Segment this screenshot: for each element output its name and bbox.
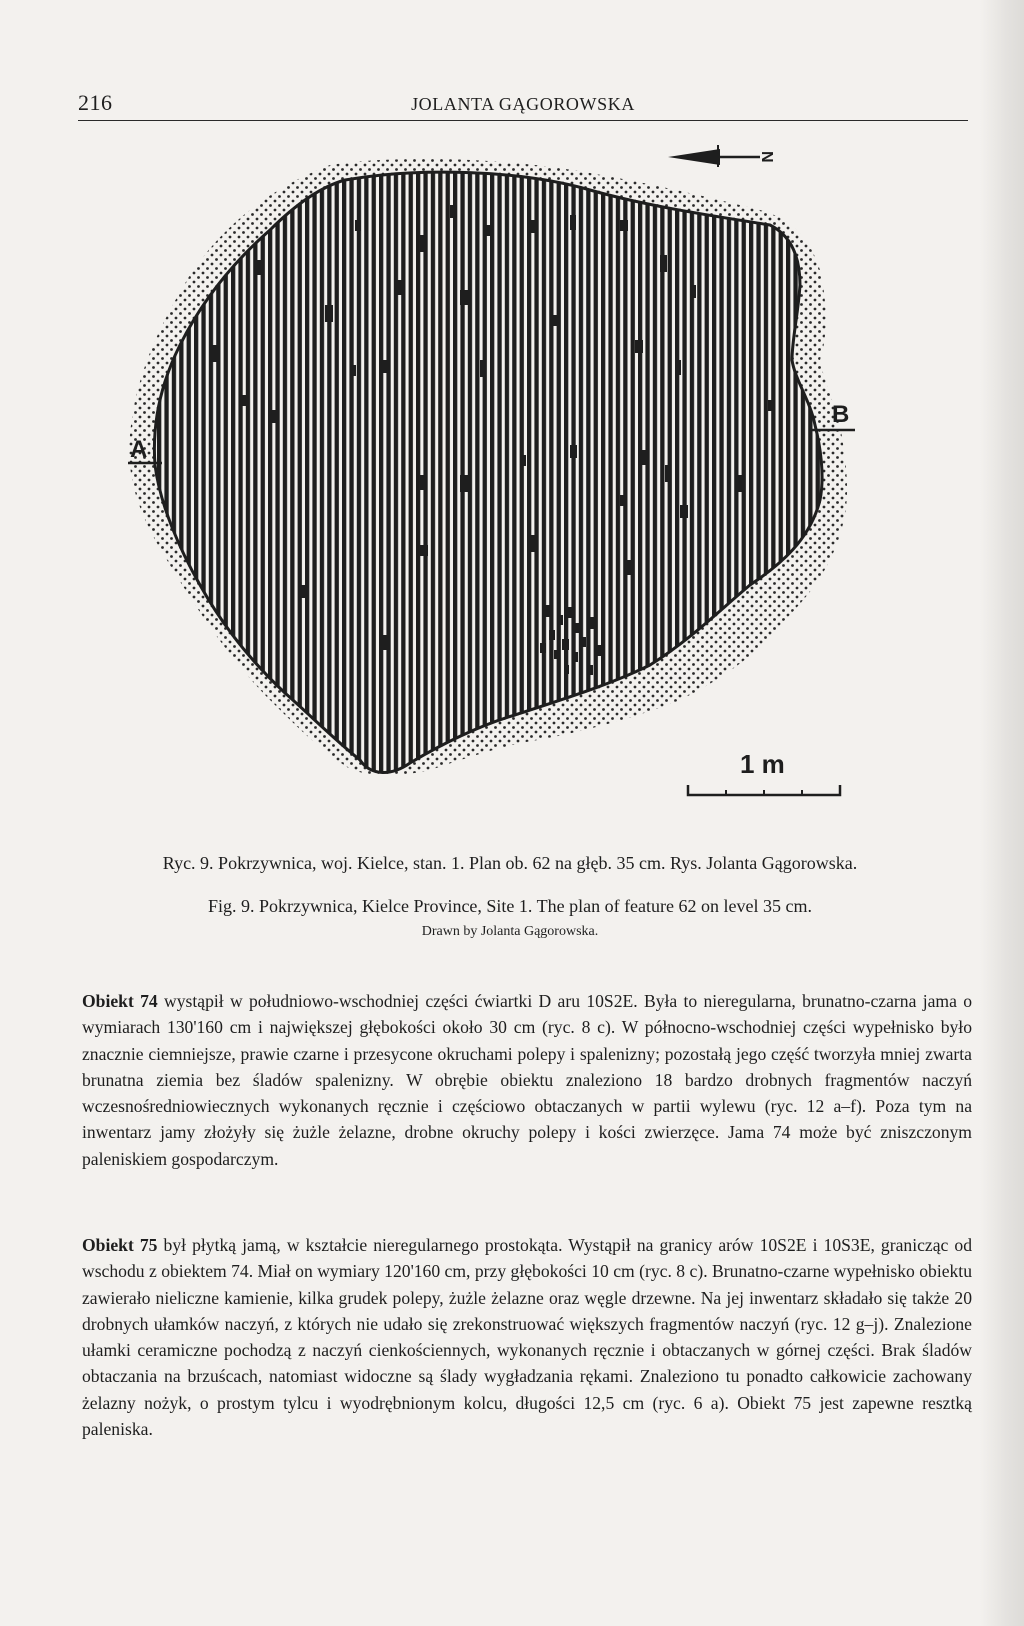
artifact-mark [485, 225, 492, 236]
artifact-mark [450, 205, 457, 218]
page-edge-shadow [980, 0, 1024, 1626]
artifact-mark [768, 400, 774, 411]
artifact-mark [300, 585, 306, 598]
artifact-mark [620, 220, 628, 231]
artifact-mark [635, 340, 643, 353]
artifact-mark [380, 360, 387, 373]
caption-polish: Ryc. 9. Pokrzywnica, woj. Kielce, stan. 1. Plan ob. 62 na głęb. 35 cm. Rys. Jolanta Gągorowska. [162, 853, 858, 873]
scale-label: 1 m [740, 749, 785, 779]
running-head: JOLANTA GĄGOROWSKA [411, 94, 635, 114]
north-arrow [668, 145, 775, 167]
artifact-mark [520, 455, 526, 466]
artifact-mark [735, 475, 743, 492]
artifact-mark [420, 235, 426, 252]
feature-plan-drawing [120, 145, 920, 825]
caption-english: Fig. 9. Pokrzywnica, Kielce Province, Site 1. The plan of feature 62 on level 35 cm. [207, 896, 812, 916]
artifact-mark [460, 475, 468, 492]
north-label: N [758, 151, 775, 163]
artifact-mark [355, 220, 361, 231]
artifact-mark [255, 260, 262, 275]
artifact-mark [665, 465, 671, 482]
artifact-mark [325, 305, 333, 322]
artifact-mark [210, 345, 217, 362]
artifact-mark [570, 215, 576, 230]
artifact-mark [530, 535, 537, 552]
section-label-b: B [832, 401, 850, 428]
artifact-mark [240, 395, 248, 406]
artifact-mark [675, 360, 681, 375]
section-label-a: A [130, 436, 148, 463]
artifact-mark [660, 255, 667, 272]
paragraph-lead: Obiekt 74 [82, 991, 158, 1011]
caption-english-credit: Drawn by Jolanta Gągorowska. [421, 924, 599, 939]
page-number: 216 [78, 90, 113, 115]
artifact-mark [420, 545, 428, 556]
artifact-mark [420, 475, 427, 490]
artifact-mark [550, 315, 557, 326]
paragraph-text: był płytką jamą, w kształcie nieregularnego prostokąta. Wystąpił na granicy arów 10S2E i 10S3E, granicząc od wschodu z obiektem 74. Miał on wymiary 120'160 cm, przy głębokości 10 cm (ryc. 8 c). Brunatno-czarne wypełnisko obiektu zawierało nieliczne kamienie, kilka grudek polepy, żużle żelazne oraz węgle drzewne. Na jej inwentarz składało się także 20 drobnych ułamków naczyń, z których nie udało się zrekonstruować większych fragmentów naczyń (ryc. 12 g–j). Znalezione ułamki ceramiczne pochodzą z naczyń cienkościennych, wykonanych ręcznie i obtaczanych w górnej części. Brak śladów obtaczania na brzuścach, natomiast widoczne są ślady wygładzania rękami. Znaleziono tu ponadto całkowicie zachowany żelazny nożyk, o prostym tylcu i wyodrębnionym kolcu, długości 12,5 cm (ryc. 6 a). Obiekt 75 jest zapewne resztką paleniska. [82, 1235, 972, 1440]
artifact-mark [380, 635, 387, 650]
artifact-mark [625, 560, 631, 575]
artifact-mark [680, 505, 688, 518]
artifact-mark [530, 220, 538, 233]
page-header [78, 88, 968, 121]
paragraph-obiekt-74 [82, 988, 972, 1172]
paragraph-lead: Obiekt 75 [82, 1235, 158, 1255]
artifact-mark [480, 360, 486, 377]
artifact-mark [570, 445, 577, 458]
artifact-mark [460, 290, 468, 305]
paragraph-text: wystąpił w południowo-wschodniej części ćwiartki D aru 10S2E. Była to nieregularna, brunatno-czarna jama o wymiarach 130'160 cm i największej głębokości około 30 cm (ryc. 8 c). W północno-wschodniej części wypełnisko było znacznie ciemniejsze, prawie czarne i przesycone okruchami polepy i spalenizny; pozostałą jego część tworzyła mniej zwarta brunatna ziemia bez śladów spalenizny. W obrębie obiektu znaleziono 18 bardzo drobnych fragmentów naczyń wczesnośredniowiecznych wykonanych ręcznie i częściowo obtaczanych w partii wylewu (ryc. 12 a–f). Poza tym na inwentarz jamy złożyły się żużle żelazne, drobne okruchy polepy i kości zwierzęce. Jama 74 może być zniszczonym paleniskiem gospodarczym. [82, 991, 972, 1169]
artifact-mark [270, 410, 276, 423]
artifact-mark [395, 280, 403, 295]
artifact-mark [350, 365, 356, 376]
scale-bar [688, 749, 840, 795]
artifact-mark [620, 495, 627, 506]
feature-plan-figure [120, 145, 920, 825]
artifact-mark [690, 285, 696, 298]
paragraph-obiekt-75 [82, 1232, 972, 1442]
artifact-mark [640, 450, 648, 465]
